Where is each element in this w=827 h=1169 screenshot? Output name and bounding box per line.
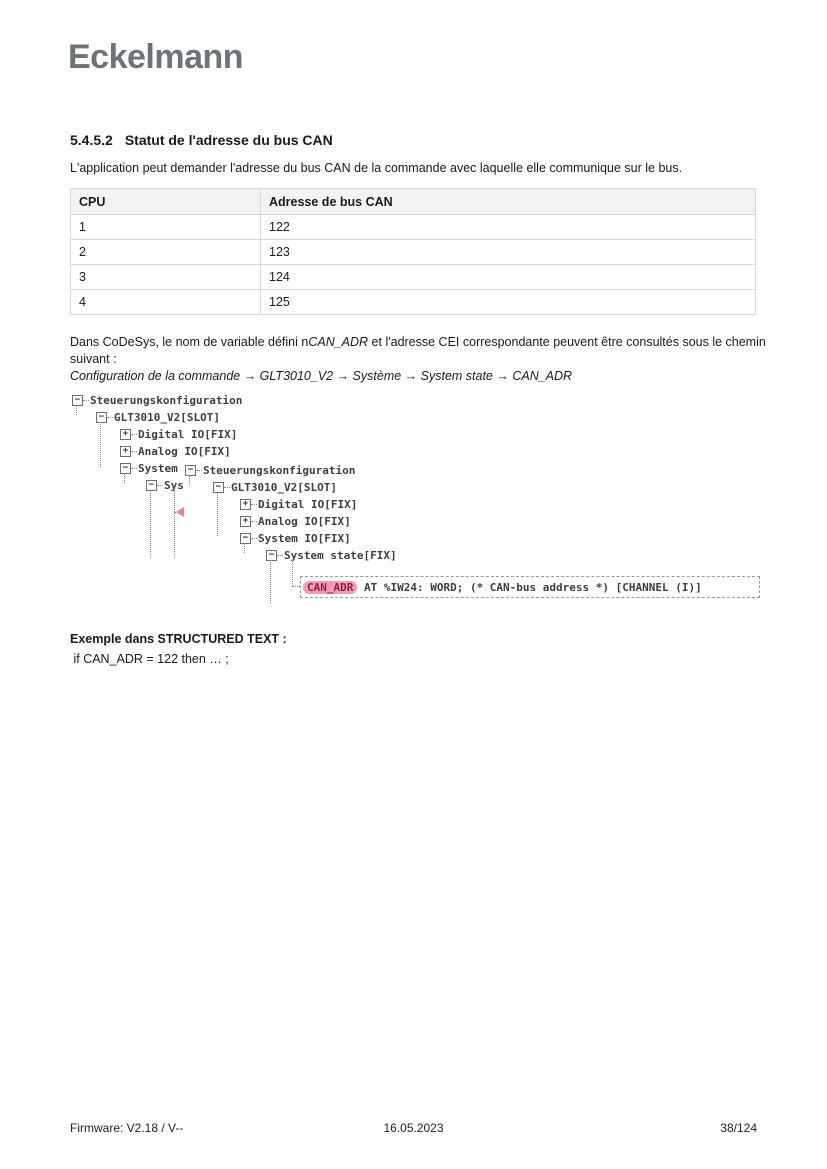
tree-connector-icon: [131, 451, 137, 452]
section-number: 5.4.5.2: [70, 132, 113, 148]
tree-connector-icon: [157, 485, 163, 486]
cpu-cell: 1: [71, 215, 261, 240]
tree-connector-icon: [251, 521, 257, 522]
tree-node: [266, 550, 397, 561]
tree-connector-icon: [277, 555, 283, 556]
tree-node: [185, 465, 355, 476]
table-row: [71, 290, 756, 315]
tree-node: [240, 499, 357, 510]
tree-node: [120, 463, 178, 474]
table-header-cpu: CPU: [71, 189, 261, 215]
cpu-cell: 3: [71, 265, 261, 290]
section-title: Statut de l'adresse du bus CAN: [124, 132, 333, 148]
codesys-path: Configuration de la commande → GLT3010_V2 → Système → System state → CAN_ADR: [70, 369, 573, 383]
tree-node-label: Digital IO[FIX]: [138, 428, 238, 441]
tree-node-label: GLT3010_V2[SLOT]: [231, 481, 337, 494]
tree-branch-line: [292, 586, 300, 587]
expand-icon: +: [120, 429, 131, 440]
tree-branch-line: [150, 490, 151, 558]
tree-branch-line: [189, 475, 190, 485]
tree-node: [240, 516, 351, 527]
codesys-text: Dans CoDeSys, le nom de variable défini n: [70, 335, 309, 349]
pink-cursor-marker-icon: [176, 507, 184, 517]
tree-node-label: System IO[FIX]: [258, 532, 351, 545]
tree-connector-icon: [131, 468, 137, 469]
table-row: [71, 215, 756, 240]
tree-branch-line: [217, 492, 218, 536]
address-cell: 124: [261, 265, 756, 290]
tree-branch-line: [292, 560, 293, 586]
example-code: if CAN_ADR = 122 then … ;: [70, 652, 229, 666]
variable-name: CAN_ADR: [308, 335, 369, 349]
tree-node-label: Analog IO[FIX]: [138, 445, 231, 458]
expand-icon: +: [120, 446, 131, 457]
tree-connector-icon: [196, 470, 202, 471]
cpu-cell: 4: [71, 290, 261, 315]
tree-node-label: GLT3010_V2[SLOT]: [114, 411, 220, 424]
address-cell: 122: [261, 215, 756, 240]
tree-node: [72, 395, 242, 406]
codesys-text: et l'adresse CEI correspondante peuvent être consultés sous le chemin suivant :: [70, 335, 766, 366]
table-row: [71, 265, 756, 290]
tree-connector-icon: [224, 487, 230, 488]
tree-branch-line: [100, 422, 101, 467]
footer-page-number: 38/124: [720, 1121, 757, 1135]
tree-node-label: Steuerungskonfiguration: [90, 394, 243, 407]
collapse-icon: −: [266, 550, 277, 561]
tree-node-label: Analog IO[FIX]: [258, 515, 351, 528]
tree-connector-icon: [131, 434, 137, 435]
tree-node-label: Sys: [164, 479, 184, 492]
tree-node: [146, 480, 184, 491]
can-adr-highlight: CAN_ADR: [303, 581, 357, 594]
tree-node-label: Digital IO[FIX]: [258, 498, 358, 511]
eckelmann-logo: Eckelmann: [68, 38, 244, 76]
address-cell: 123: [261, 240, 756, 265]
tree-node-label: Steuerungskonfiguration: [203, 464, 356, 477]
expand-icon: +: [240, 516, 251, 527]
cpu-address-table: [70, 188, 756, 315]
tree-connector-icon: [251, 504, 257, 505]
tree-branch-line: [174, 490, 175, 558]
tree-node: [120, 429, 237, 440]
tree-node: [213, 482, 337, 493]
footer-firmware: Firmware: V2.18 / V--: [70, 1121, 184, 1135]
tree-branch-line: [76, 405, 77, 415]
cpu-cell: 2: [71, 240, 261, 265]
variable-declaration-text: AT %IW24: WORD; (* CAN-bus address *) [CHANNEL (I)]: [357, 580, 702, 594]
table-header-row: [71, 189, 756, 215]
table-header-address: Adresse de bus CAN: [261, 189, 756, 215]
tree-connector-icon: [251, 538, 257, 539]
variable-declaration-line: [300, 576, 760, 598]
collapse-icon: −: [96, 412, 107, 423]
collapse-icon: −: [146, 480, 157, 491]
tree-branch-line: [270, 560, 271, 603]
table-row: [71, 240, 756, 265]
collapse-icon: −: [120, 463, 131, 474]
tree-node: [120, 446, 231, 457]
expand-icon: +: [240, 499, 251, 510]
collapse-icon: −: [72, 395, 83, 406]
codesys-paragraph: [70, 334, 772, 385]
intro-paragraph: L'application peut demander l'adresse du bus CAN de la commande avec laquelle elle communique sur le bus.: [70, 161, 683, 175]
collapse-icon: −: [240, 533, 251, 544]
example-heading: Exemple dans STRUCTURED TEXT :: [70, 632, 287, 646]
tree-node-label: System: [138, 462, 178, 475]
tree-node: [240, 533, 351, 544]
tree-branch-line: [244, 543, 245, 553]
tree-connector-icon: [107, 417, 113, 418]
address-cell: 125: [261, 290, 756, 315]
tree-branch-line: [124, 473, 125, 483]
collapse-icon: −: [185, 465, 196, 476]
page-footer: [70, 1121, 757, 1135]
tree-node-label: System state[FIX]: [284, 549, 397, 562]
section-heading: [70, 132, 333, 148]
collapse-icon: −: [213, 482, 224, 493]
tree-node: [96, 412, 220, 423]
footer-date: 16.05.2023: [383, 1121, 444, 1135]
tree-connector-icon: [83, 400, 89, 401]
